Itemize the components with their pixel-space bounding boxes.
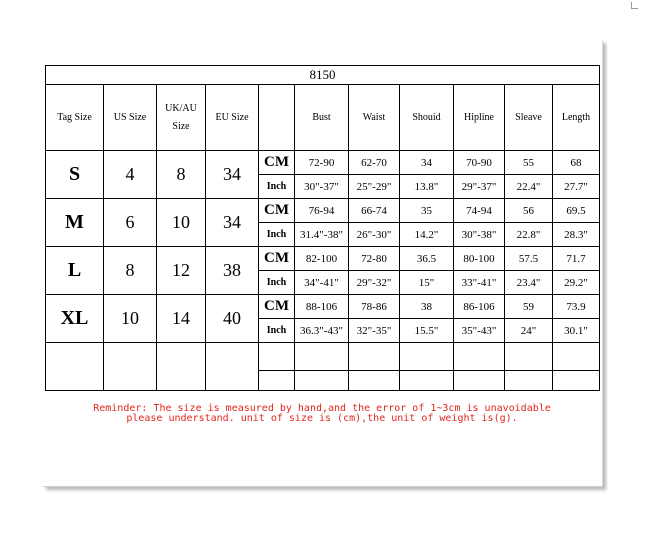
bust-inch-cell: 36.3"-43"	[295, 319, 349, 343]
us-size-cell: 10	[104, 295, 157, 343]
empty-cell	[553, 343, 600, 371]
header-ukau-line2: Size	[172, 120, 190, 132]
ukau-size-cell: 8	[157, 151, 206, 199]
header-bust: Bust	[295, 85, 349, 151]
unit-cm-label: CM	[259, 247, 295, 271]
empty-cell	[295, 343, 349, 371]
empty-cell	[349, 343, 400, 371]
us-size-cell: 8	[104, 247, 157, 295]
waist-cm-cell: 62-70	[349, 151, 400, 175]
size-row-cm	[46, 151, 600, 175]
us-size-cell: 6	[104, 199, 157, 247]
empty-cell	[104, 343, 157, 391]
length-cm-cell: 71.7	[553, 247, 600, 271]
empty-cell	[553, 371, 600, 391]
header-ukau-line1: UK/AU	[165, 102, 197, 114]
waist-inch-cell: 25"-29"	[349, 175, 400, 199]
size-row-cm	[46, 295, 600, 319]
header-waist: Waist	[349, 85, 400, 151]
shoulder-inch-cell: 15"	[400, 271, 454, 295]
size-chart-table	[45, 65, 600, 391]
unit-inch-label: Inch	[259, 319, 295, 343]
header-row	[46, 85, 600, 151]
empty-cell	[157, 343, 206, 391]
eu-size-cell: 38	[206, 247, 259, 295]
bust-inch-cell: 30"-37"	[295, 175, 349, 199]
reminder-note	[45, 404, 599, 424]
sleeve-cm-cell: 57.5	[505, 247, 553, 271]
hipline-cm-cell: 70-90	[454, 151, 505, 175]
reminder-line-1: Reminder: The size is measured by hand,and the error of 1~3cm is unavoidable	[93, 403, 551, 414]
empty-cell	[505, 343, 553, 371]
eu-size-cell: 40	[206, 295, 259, 343]
empty-cell	[505, 371, 553, 391]
eu-size-cell: 34	[206, 151, 259, 199]
empty-cell	[454, 371, 505, 391]
hipline-inch-cell: 33"-41"	[454, 271, 505, 295]
sleeve-cm-cell: 56	[505, 199, 553, 223]
waist-cm-cell: 72-80	[349, 247, 400, 271]
length-cm-cell: 68	[553, 151, 600, 175]
shoulder-inch-cell: 15.5"	[400, 319, 454, 343]
size-row-cm	[46, 247, 600, 271]
waist-inch-cell: 26"-30"	[349, 223, 400, 247]
hipline-cm-cell: 74-94	[454, 199, 505, 223]
empty-cell	[46, 343, 104, 391]
empty-cell	[295, 371, 349, 391]
shoulder-cm-cell: 35	[400, 199, 454, 223]
hipline-inch-cell: 30"-38"	[454, 223, 505, 247]
bust-cm-cell: 88-106	[295, 295, 349, 319]
unit-cm-label: CM	[259, 151, 295, 175]
us-size-cell: 4	[104, 151, 157, 199]
bust-inch-cell: 31.4"-38"	[295, 223, 349, 247]
unit-cm-label: CM	[259, 199, 295, 223]
tag-size-cell: XL	[46, 295, 104, 343]
length-cm-cell: 73.9	[553, 295, 600, 319]
waist-cm-cell: 66-74	[349, 199, 400, 223]
sleeve-cm-cell: 59	[505, 295, 553, 319]
empty-cell	[259, 343, 295, 371]
shoulder-cm-cell: 36.5	[400, 247, 454, 271]
product-code-title: 8150	[46, 66, 600, 85]
unit-inch-label: Inch	[259, 223, 295, 247]
header-sleeve: Sleave	[505, 85, 553, 151]
bust-cm-cell: 76-94	[295, 199, 349, 223]
bust-cm-cell: 82-100	[295, 247, 349, 271]
waist-inch-cell: 32"-35"	[349, 319, 400, 343]
shoulder-cm-cell: 38	[400, 295, 454, 319]
length-inch-cell: 28.3"	[553, 223, 600, 247]
hipline-inch-cell: 35"-43"	[454, 319, 505, 343]
unit-inch-label: Inch	[259, 271, 295, 295]
sleeve-inch-cell: 23.4"	[505, 271, 553, 295]
hipline-cm-cell: 86-106	[454, 295, 505, 319]
unit-inch-label: Inch	[259, 175, 295, 199]
ukau-size-cell: 12	[157, 247, 206, 295]
shoulder-inch-cell: 14.2"	[400, 223, 454, 247]
hipline-inch-cell: 29"-37"	[454, 175, 505, 199]
sleeve-cm-cell: 55	[505, 151, 553, 175]
header-unit-blank	[259, 85, 295, 151]
hipline-cm-cell: 80-100	[454, 247, 505, 271]
header-eu-size: EU Size	[206, 85, 259, 151]
corner-mark	[631, 2, 638, 9]
empty-rows	[46, 343, 600, 391]
tag-size-cell: L	[46, 247, 104, 295]
shoulder-cm-cell: 34	[400, 151, 454, 175]
empty-cell	[206, 343, 259, 391]
length-inch-cell: 29.2"	[553, 271, 600, 295]
ukau-size-cell: 14	[157, 295, 206, 343]
size-row-cm	[46, 199, 600, 223]
length-inch-cell: 27.7"	[553, 175, 600, 199]
length-cm-cell: 69.5	[553, 199, 600, 223]
sleeve-inch-cell: 24"	[505, 319, 553, 343]
empty-cell	[400, 343, 454, 371]
empty-cell	[259, 371, 295, 391]
empty-cell	[400, 371, 454, 391]
empty-cell	[454, 343, 505, 371]
header-us-size: US Size	[104, 85, 157, 151]
header-length: Length	[553, 85, 600, 151]
header-ukau-size	[157, 85, 206, 151]
sleeve-inch-cell: 22.4"	[505, 175, 553, 199]
sleeve-inch-cell: 22.8"	[505, 223, 553, 247]
bust-cm-cell: 72-90	[295, 151, 349, 175]
shoulder-inch-cell: 13.8"	[400, 175, 454, 199]
tag-size-cell: M	[46, 199, 104, 247]
header-hipline: Hipline	[454, 85, 505, 151]
header-tag-size: Tag Size	[46, 85, 104, 151]
waist-cm-cell: 78-86	[349, 295, 400, 319]
tag-size-cell: S	[46, 151, 104, 199]
empty-cell	[349, 371, 400, 391]
reminder-line-2: please understand. unit of size is (cm),the unit of weight is(g).	[126, 413, 518, 424]
length-inch-cell: 30.1"	[553, 319, 600, 343]
eu-size-cell: 34	[206, 199, 259, 247]
ukau-size-cell: 10	[157, 199, 206, 247]
header-shoulder: Shouid	[400, 85, 454, 151]
unit-cm-label: CM	[259, 295, 295, 319]
bust-inch-cell: 34"-41"	[295, 271, 349, 295]
waist-inch-cell: 29"-32"	[349, 271, 400, 295]
